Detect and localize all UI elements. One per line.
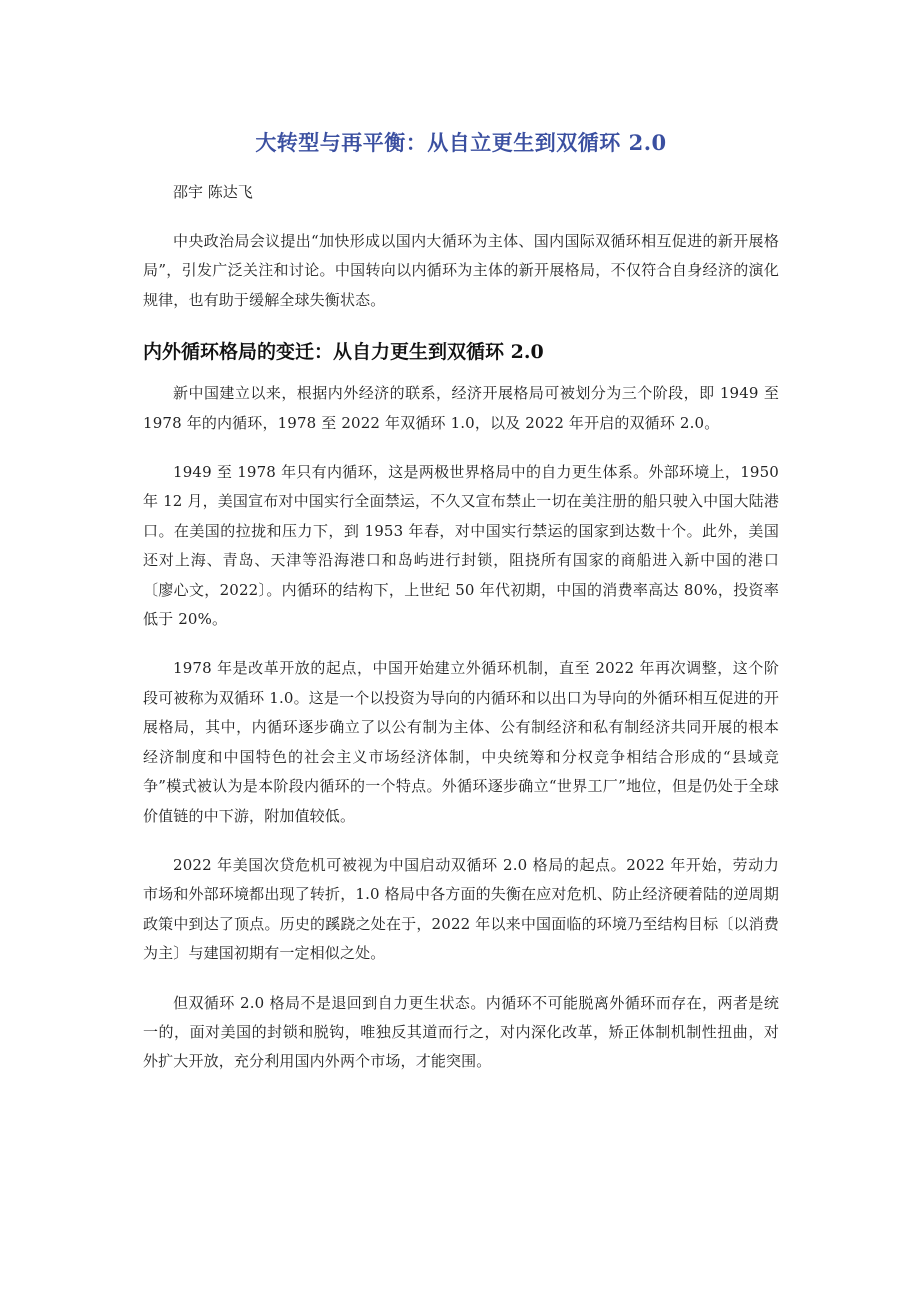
intro-paragraph: 中央政治局会议提出“加快形成以国内大循环为主体、国内国际双循环相互促进的新开展格局”，引发广泛关注和讨论。中国转向以内循环为主体的新开展格局，不仅符合自身经济的演化规律，也有助于缓解全球失衡状态。 [143,232,779,309]
section-heading: 内外循环格局的变迁：从自力更生到双循环 2.0 [143,341,544,364]
body-paragraph: 但双循环 2.0 格局不是退回到自力更生状态。内循环不可能脱离外循环而存在，两者是统一的，面对美国的封锁和脱钩，唯独反其道而行之，对内深化改革，矫正体制机制性扭曲，对外扩大开放，充分利用国内外两个市场，才能突围。 [143,993,779,1071]
document-page [143,0,779,1077]
body-paragraph: 2022 年美国次贷危机可被视为中国启动双循环 2.0 格局的起点。2022 年开始，劳动力市场和外部环境都出现了转折，1.0 格局中各方面的失衡在应对危机、防止经济硬着陆的逆周期政策中到达了顶点。历史的蹊跷之处在于，2022 年以来中国面临的环境乃至结构目标〔以消费为主〕与建国初期有一定相似之处。 [143,855,779,963]
article-authors: 邵宇 陈达飞 [173,183,253,201]
body-paragraph: 新中国建立以来，根据内外经济的联系，经济开展格局可被划分为三个阶段，即 1949 至 1978 年的内循环，1978 至 2022 年双循环 1.0，以及 2022 年开启的双循环 2.0。 [143,384,779,432]
article-title: 大转型与再平衡：从自立更生到双循环 2.0 [255,130,667,155]
body-paragraph: 1949 至 1978 年只有内循环，这是两极世界格局中的自力更生体系。外部环境上，1950 年 12 月，美国宣布对中国实行全面禁运，不久又宣布禁止一切在美注册的船只驶入中国大陆港口。在美国的拉拢和压力下，到 1953 年春，对中国实行禁运的国家到达数十个。此外，美国还对上海、青岛、天津等沿海港口和岛屿进行封锁，阻挠所有国家的商船进入新中国的港口〔廖心文，2022〕。内循环的结构下，上世纪 50 年代初期，中国的消费率高达 80%，投资率低于 20%。 [143,463,779,629]
body-paragraph: 1978 年是改革开放的起点，中国开始建立外循环机制，直至 2022 年再次调整，这个阶段可被称为双循环 1.0。这是一个以投资为导向的内循环和以出口为导向的外循环相互促进的开展格局，其中，内循环逐步确立了以公有制为主体、公有制经济和私有制经济共同开展的根本经济制度和中国特色的社会主义市场经济体制，中央统筹和分权竞争相结合形成的“县域竞争”模式被认为是本阶段内循环的一个特点。外循环逐步确立“世界工厂”地位，但是仍处于全球价值链的中下游，附加值较低。 [143,659,779,825]
